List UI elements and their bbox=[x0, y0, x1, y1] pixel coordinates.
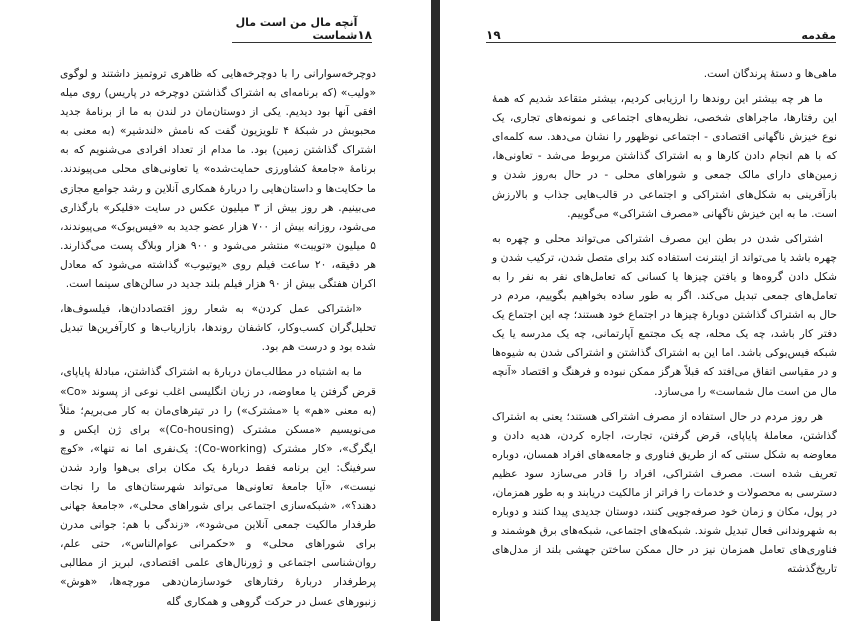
page-body bbox=[492, 64, 837, 584]
paragraph: ماهی‌ها و دستهٔ پرندگان است. bbox=[703, 67, 837, 80]
book-gutter bbox=[431, 0, 440, 621]
paragraph: دوچرخه‌سوارانی را با دوچرخه‌هایی که ظاهری تروتمیز داشتند و لوگوی «ولیب» (که برنامه‌ای به اشتراک گذاشتن دوچرخه در پاریس) روی میله افقی آنها بود دیدیم. یکی از دوستان‌مان در لندن به ما از برنامهٔ جدید محبوبش در شبکهٔ ۴ تلویزیون گفت که نامش «لندشیر» (به معنی به اشتراک گذاشتن زمین) بود. ما مدام از تعداد افرادی می‌شنویم که به برنامهٔ «جامعهٔ کشاورزی حمایت‌شده» یا تعاونی‌های محلی می‌پیوندند. ما حکایت‌ها و داستان‌هایی را دربارهٔ همکاری آنلاین و رشد جوامع مجازی می‌بینیم. هر روز بیش از ۳ میلیون عکس در سایت «فلیکر» بارگذاری می‌شود، روزانه بیش از ۷۰۰ هزار عضو جدید به «فیس‌بوک» می‌پیوندند، ۵ میلیون «تویبت» منتشر می‌شود و ۹۰۰ هزار وبلاگ پست می‌گذارند. هر دقیقه، ۲۰ ساعت فیلم روی «یوتیوب» گذاشته می‌شود که معادل اکران هفتگی بیش از ۹۰ هزار فیلم بلند جدید در سالن‌های سینما است. bbox=[60, 67, 376, 291]
running-header bbox=[232, 16, 372, 43]
running-title: مقدمه bbox=[801, 29, 836, 42]
paragraph: ما هر چه بیشتر این روندها را ارزیابی کردیم، بیشتر متقاعد شدیم که همهٔ این رفتارها، ماجراهای شخصی، نظریه‌های اجتماعی و نمونه‌های تجاری، یک نوع خیزش ناگهانی اقتصادی - اجتماعی نوظهور را نشان می‌دهد. سه کلمه‌ای که با هم انجام دادن کارها و به اشتراک گذاشتن مربوط می‌شد - تعاونی‌ها، زمین‌های دارای مالک جمعی و شوراهای محلی - در حال به‌روز شدن و بازآفرینی به شکل‌های اشتراکی و اجتماعی در قالب‌هایی جذاب و بالارزش است. ما به این خیزش ناگهانی «مصرف اشتراکی» می‌گوییم. bbox=[492, 92, 837, 220]
running-header bbox=[486, 24, 836, 43]
page-body bbox=[60, 64, 376, 617]
page-number: ۱۸ bbox=[357, 28, 372, 42]
paragraph: اشتراکی شدن در بطن این مصرف اشتراکی می‌تواند محلی و چهره به چهره باشد یا می‌تواند از اینترنت استفاده کند برای متصل شدن، ترکیب شدن و شکل دادن گروه‌ها و یافتن چیزها یا کسانی که تعامل‌های نفر به نفر را به تعامل‌های جمعی تبدیل می‌کند. اگر به طور ساده بخواهیم بگوییم، مردم در حال به اشتراک گذاشتن دوبارهٔ چیزها در اجتماع خود هستند؛ چه این اجتماع یک دفتر کار باشد، چه یک محله، چه یک مجتمع آپارتمانی، چه یک مدرسه یا یک شبکه فیس‌بوکی باشد. اما این به اشتراک گذاشتن و اشتراکی شدن به شیوه‌ها و در مقیاسی اتفاق می‌افتد که قبلاً هرگز ممکن نبوده و فرهنگ و اقتصاد «آنچه مال من است مال شماست» را می‌سازد. bbox=[492, 231, 837, 398]
page-number: ۱۹ bbox=[486, 28, 501, 42]
paragraph: «اشتراکی عمل کردن» به شعار روز اقتصاددان‌ها، فیلسوف‌ها، تحلیل‌گران کسب‌وکار، کاشفان روندها، بازاریاب‌ها و کارآفرین‌ها تبدیل شده بود و درست هم بود. bbox=[60, 302, 376, 354]
paragraph: هر روز مردم در حال استفاده از مصرف اشتراکی هستند؛ یعنی به اشتراک گذاشتن، معاملهٔ پایاپای، قرض گرفتن، تجارت، اجاره کردن، هدیه دادن و معاوضه به شکل سنتی که از طریق فناوری و جامعه‌های افراد همسان، دوباره تعریف شده است. مصرف اشتراکی، افراد را قادر می‌سازد سود عظیم دسترسی به محصولات و خدمات را فراتر از مالکیت دریابند و به طور همزمان، در پول، مکان و زمان خود صرفه‌جویی کنند، دوستان جدیدی پیدا کنند و دوباره به شهروندانی فعال تبدیل شوند. شبکه‌های اجتماعی، شبکه‌های برق هوشمند و فناوری‌های تعامل همزمان نیز در حال ممکن ساختن جهشی بلند از مدل‌های تاریخ‌گذشته bbox=[492, 409, 837, 576]
paragraph: ما به اشتباه در مطالب‌مان دربارهٔ به اشتراک گذاشتن، مبادلهٔ پایاپای، قرض گرفتن یا معاوضه، در زبان انگلیسی اغلب نوعی از پسوند «Co» (به معنی «هم» یا «مشترک») را در تیترهای‌مان به کار می‌بریم؛ مثلاً می‌نویسیم «مسکن مشترک (Co-housing)» برای ژن ایکس و ایگرگ»، «کار مشترک (Co-working): یک‌نفری اما نه تنها»، «کوچ سرفینگ: این برنامه فقط دربارهٔ یک مکان برای بی‌هوا وارد شدن نیست»، «آیا جامعهٔ تعاونی‌ها می‌تواند شهرستان‌های ما را نجات دهند؟»، «شبکه‌سازی اجتماعی برای شوراهای محلی»، «جامعهٔ جهانی طرفدار مالکیت جمعی آنلاین می‌شود»، «زندگی با هم: جوانی مدرن برای شوراهای محلی» و «حکمرانی عوام‌الناس»، حتی علم، روان‌شناسی اجتماعی و ژورنال‌های علمی اقتصادی، لبریز از مطالبی پرطرفدار دربارهٔ رفتارهای خودسازمان‌دهی مورچه‌ها، «هوش» زنبورهای عسل در حرکت گروهی و همکاری گله bbox=[60, 365, 376, 608]
right-page bbox=[440, 0, 868, 621]
running-title: آنچه مال من است مال شماست bbox=[235, 16, 358, 42]
left-page bbox=[0, 0, 431, 621]
